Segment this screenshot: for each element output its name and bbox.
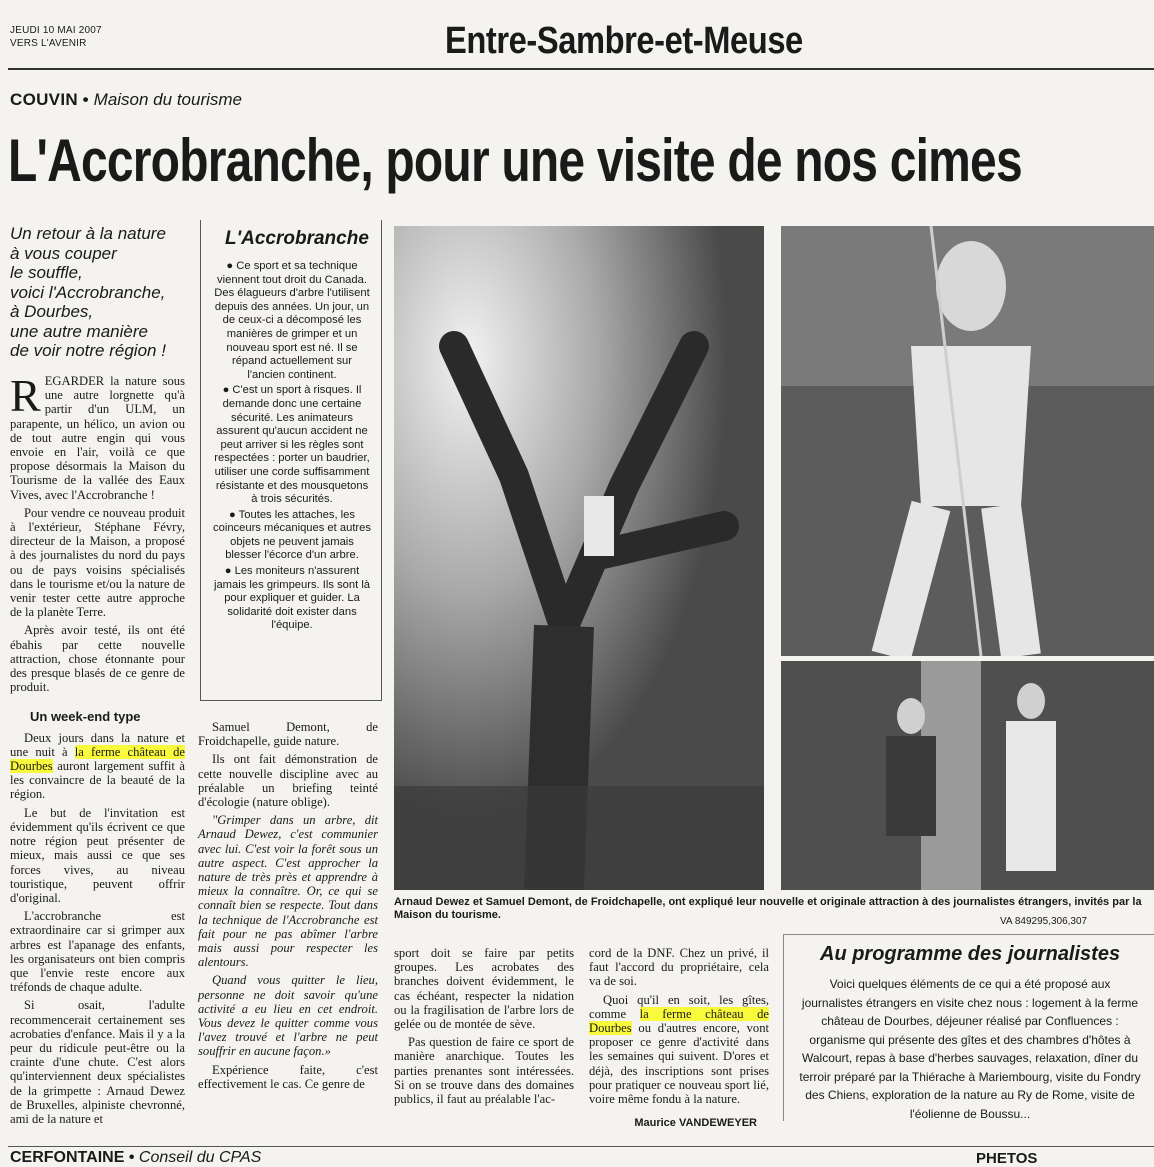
highlighted-text: la ferme château de Dourbes [10, 744, 185, 774]
intro [10, 224, 195, 361]
info-box-item: ● Toutes les attaches, les coinceurs mécaniques et autres objets ne peuvent jamais blesser l'écorce d'un arbre. [213, 508, 371, 562]
photo-two-guides-image [781, 661, 1154, 890]
photo-tree-climber-image [394, 226, 764, 890]
paragraph: Après avoir testé, ils ont été ébahis par cette nouvelle attraction, chose étonnante pour des presque blasés de ce genre de produit. [10, 623, 185, 695]
highlighted-text: la ferme château de Dourbes [589, 1006, 769, 1036]
headline: L'Accrobranche, pour une visite de nos cimes [8, 127, 1022, 194]
bottom-rule [8, 1146, 1154, 1147]
kicker-place: COUVIN [10, 90, 78, 109]
article-column-2 [198, 720, 378, 1091]
paragraph-text: ou d'autres encore, vont proposer ce genre d'activité dans les semaines qui suivent. D'ores et déjà, des inscriptions sont prises pour pratiquer ce nouveau sport lié, voire même fondu à la nature. [589, 1021, 769, 1107]
photo-tree-climber [394, 226, 764, 890]
top-rule [8, 68, 1154, 70]
quote-paragraph: Quand vous quitter le lieu, personne ne doit savoir qu'une activité a eu lieu en cet endroit. Vous devez le quitter comme vous l'avez trouvé et l'arbre ne peut souffrir en aucune façon.» [198, 973, 378, 1059]
article-column-4 [589, 946, 769, 1130]
paragraph: L'accrobranche est extraordinaire car si grimper aux arbres est l'apanage des enfants, les organisateurs ont bien compris que l'envie reste encore aux tréfonds de chaque adulte. [10, 909, 185, 995]
paragraph: Le but de l'invitation est évidemment qu'ils écrivent ce que notre région peut présenter de mieux, mais aussi ce que ses forces vives, au niveau touristique, peuvent offrir d'original. [10, 805, 185, 905]
paper-name: VERS L'AVENIR [10, 38, 87, 49]
sidebar-body: Voici quelques éléments de ce qui a été proposé aux journalistes étrangers en visite chez nous : logement à la ferme château de Dourbes, déjeuner réalisé par Confluences : organisme qui présente des gîtes et des chambres d'hôtes à Walcourt, repas à base d'herbes sauvages, relaxation, dîner du terroir préparé par la Thiérache à Mariembourg, visite du Fondry des Chiens, exploration de la nature au Ry de Rome, visite de l'éolienne de Boussu... [799, 977, 1141, 1121]
drop-cap: R [10, 370, 41, 421]
photo-climber-harness [781, 226, 1154, 656]
paragraph: Ils ont fait démonstration de cette nouvelle discipline avec au préalable un briefing teinté d'écologie (nature oblige). [198, 752, 378, 810]
paragraph-text: Deux jours dans la nature et une nuit à [10, 730, 185, 759]
paragraph: cord de la DNF. Chez un privé, il faut l'accord du propriétaire, cela va de soi. [589, 946, 769, 989]
byline: Maurice VANDEWEYER [634, 1117, 757, 1130]
intro-line: le souffle, [10, 263, 83, 282]
article-column-1 [10, 370, 185, 1126]
info-box-body [213, 260, 371, 635]
paragraph-text: EGARDER la nature sous une autre lorgnette qu'à partir d'un ULM, un parapente, un hélico, un avion ou de tout autre engin qui vous envoie en l'air, voilà ce que propose désormais la Maison du Tourisme de la vallée des Eaux Vives, avec l'Accrobranche ! [10, 374, 185, 502]
info-box-item: ● Ce sport et sa technique viennent tout droit du Canada. Des élagueurs d'arbre l'utilisent depuis des années. Un jour, un de ceux-ci a décomposé les manières de grimper et un nouveau sport est né. Il se répand actuellement sur l'ancien continent. [214, 260, 370, 381]
photo-two-guides [781, 661, 1154, 890]
subheading: Un week-end type [30, 709, 141, 725]
next-article-bullet: • [128, 1149, 135, 1166]
paragraph [10, 731, 185, 802]
kicker [10, 90, 242, 110]
sidebar-title: Au programme des journalistes [820, 943, 1121, 965]
next-article-place: CERFONTAINE [10, 1149, 125, 1166]
paragraph: Samuel Demont, de Froidchapelle, guide nature. [198, 720, 378, 749]
photo-caption: Arnaud Dewez et Samuel Demont, de Froidchapelle, ont expliqué leur nouvelle et originale attraction à des journalistes étrangers, invités par la Maison du tourisme. [394, 896, 1142, 921]
kicker-topic: Maison du tourisme [93, 90, 242, 109]
intro-line: Un retour à la nature [10, 224, 166, 243]
intro-line: voici l'Accrobranche, [10, 282, 166, 302]
date-line [10, 24, 102, 50]
paragraph: sport doit se faire par petits groupes. Les acrobates des branches doivent évidemment, le cas échéant, respecter la nidation ou la fragilisation de l'arbre lors de gelée ou de montée de sève. [394, 946, 574, 1032]
program-sidebar [783, 934, 1154, 1121]
paragraph: Expérience faite, c'est effectivement le cas. Ce genre de [198, 1062, 378, 1091]
paragraph [10, 370, 185, 502]
info-box-title: L'Accrobranche [225, 228, 369, 249]
paragraph [589, 993, 769, 1107]
paragraph-text: auront largement suffit à les convaincre de la beauté de la région. [10, 759, 185, 802]
intro-line: à Dourbes, [10, 302, 94, 321]
quote-paragraph: "Grimper dans un arbre, dit Arnaud Dewez, c'est communier avec lui. C'est voir la forêt sous un autre aspect. C'est approcher la nature de très près et apprendre à mieux la connaître. Or, ce qui se connaît bien se respecte. Tout dans la technique de l'Accrobranche est fait pour ne pas abîmer l'arbre mais aussi pour respecter les alentours. [198, 813, 378, 970]
paragraph: Pour vendre ce nouveau produit à l'extérieur, Stéphane Févry, directeur de la Maison, a proposé à des journalistes du nord du pays ou de pays voisins spécialisés dans le tourisme et/ou la nature de venir tester cette autre approche de la planète Terre. [10, 505, 185, 620]
photo-reference: VA 849295,306,307 [1000, 916, 1088, 927]
section-title: Entre-Sambre-et-Meuse [445, 20, 803, 62]
intro-line: une autre manière [10, 321, 148, 341]
article-column-3 [394, 946, 574, 1106]
date-text: JEUDI 10 MAI 2007 [10, 25, 102, 36]
next-article-topic: Conseil du CPAS [138, 1149, 262, 1166]
kicker-bullet: • [82, 90, 89, 109]
intro-line: à vous couper [10, 243, 117, 263]
paragraph: Pas question de faire ce sport de manière anarchique. Toutes les parties prenantes sont intéressées. Si on se trouve dans des domaines publics, il faut au préalable l'ac- [394, 1035, 574, 1107]
info-box-item: ● C'est un sport à risques. Il demande donc une certaine sécurité. Les animateurs assurent qu'aucun accident ne peut arriver si les règles sont respectées : porter un baudrier, utiliser une corde suffisamment résistante et des mousquetons à trois sécurités. [214, 384, 370, 506]
intro-line: de voir notre région ! [10, 341, 166, 360]
photo-climber-harness-image [781, 226, 1154, 656]
paragraph: Si osait, l'adulte recommencerait certainement ses acrobaties d'enfance. Mais il y a la peur du ridicule peut-être ou la crainte d'une chute. C'est alors qu'interviennent deux spécialistes de la grimpette : Arnaud Dewez de Bruxelles, alpiniste chevronné, ami de la nature et [10, 998, 185, 1126]
info-box-item: ● Les moniteurs n'assurent jamais les grimpeurs. Ils sont là pour expliquer et guider. La solidarité doit exister dans l'équipe. [213, 565, 371, 632]
paragraph-text: Quoi qu'il en soit, les gîtes, comme [589, 992, 769, 1021]
info-box [200, 220, 382, 701]
next-article-kicker [10, 1149, 261, 1167]
footer-right-label: PHETOS [976, 1150, 1038, 1167]
